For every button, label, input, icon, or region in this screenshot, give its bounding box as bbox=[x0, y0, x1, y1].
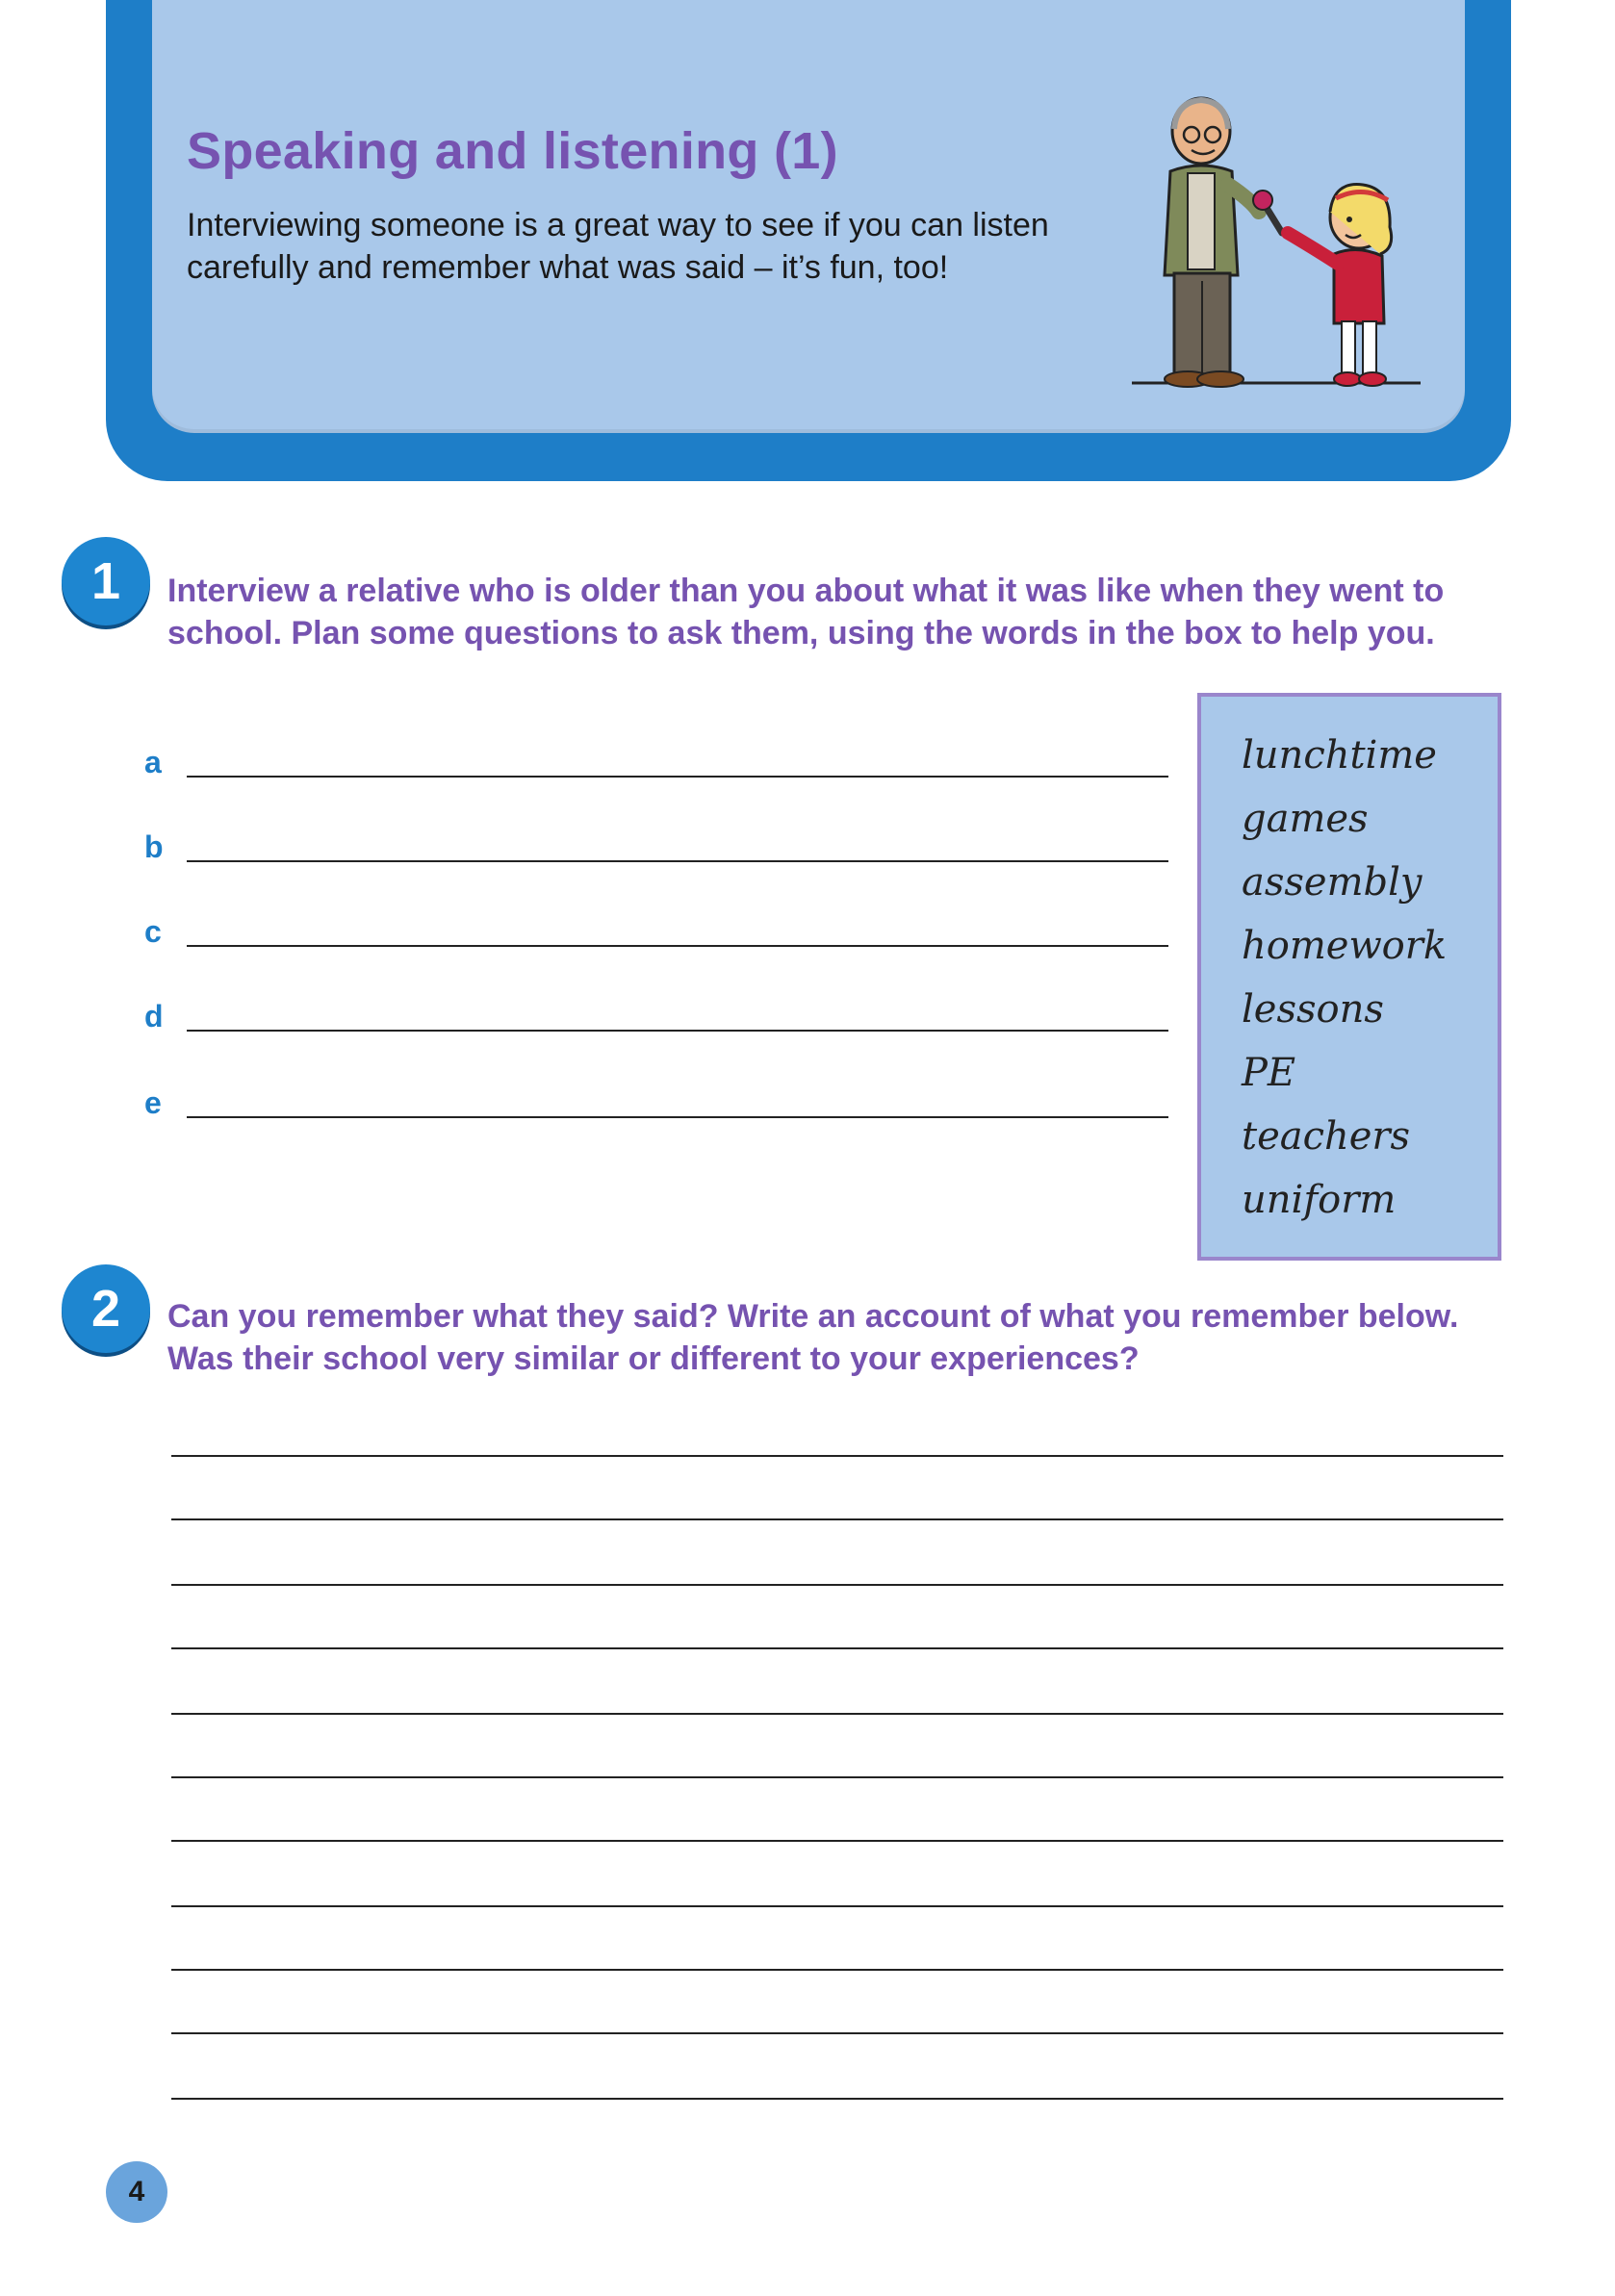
intro-text: Interviewing someone is a great way to see if you can listen carefully and remember what was said – it’s fun, too! bbox=[187, 207, 1049, 286]
answer-letter: c bbox=[144, 914, 162, 949]
answer-letter: e bbox=[144, 1085, 162, 1120]
writing-line[interactable] bbox=[171, 1969, 1503, 1971]
answer-row-d[interactable] bbox=[144, 999, 1174, 1037]
page-title: Speaking and listening (1) bbox=[187, 122, 838, 180]
answer-row-a[interactable] bbox=[144, 745, 1174, 783]
writing-line[interactable] bbox=[171, 1518, 1503, 1520]
question-2-badge: 2 bbox=[62, 1264, 150, 1353]
question-2-text: Can you remember what they said? Write an account of what you remember below. Was their school very similar or different to your experiences? bbox=[167, 1298, 1459, 1377]
writing-line[interactable] bbox=[171, 2098, 1503, 2100]
grandfather-figure bbox=[1165, 98, 1259, 387]
interview-illustration bbox=[1132, 92, 1440, 410]
word-assembly: assembly bbox=[1242, 860, 1423, 905]
writing-line[interactable] bbox=[171, 2032, 1503, 2034]
girl-figure bbox=[1288, 185, 1392, 386]
answer-letter: a bbox=[144, 745, 162, 779]
writing-line[interactable] bbox=[171, 1905, 1503, 1907]
writing-line[interactable] bbox=[171, 1840, 1503, 1842]
writing-line[interactable] bbox=[171, 1455, 1503, 1457]
answer-line[interactable] bbox=[187, 860, 1168, 862]
word-box bbox=[1197, 693, 1501, 1261]
answer-line[interactable] bbox=[187, 776, 1168, 778]
answer-row-c[interactable] bbox=[144, 914, 1174, 953]
word-lunchtime: lunchtime bbox=[1242, 733, 1437, 778]
writing-line[interactable] bbox=[171, 1584, 1503, 1586]
writing-line[interactable] bbox=[171, 1713, 1503, 1715]
question-1-text: Interview a relative who is older than you about what it was like when they went to school. Plan some questions to ask them, using the words in the box to help you. bbox=[167, 573, 1445, 651]
answer-letter: d bbox=[144, 999, 164, 1033]
word-homework: homework bbox=[1242, 924, 1448, 968]
writing-line[interactable] bbox=[171, 1647, 1503, 1649]
answer-row-b[interactable] bbox=[144, 829, 1174, 868]
word-teachers: teachers bbox=[1242, 1114, 1411, 1159]
word-pe: PE bbox=[1242, 1051, 1296, 1095]
page-number: 4 bbox=[106, 2161, 167, 2223]
answer-line[interactable] bbox=[187, 1030, 1168, 1032]
answer-line[interactable] bbox=[187, 945, 1168, 947]
word-games: games bbox=[1242, 797, 1369, 841]
writing-line[interactable] bbox=[171, 1776, 1503, 1778]
word-lessons: lessons bbox=[1242, 987, 1384, 1032]
answer-line[interactable] bbox=[187, 1116, 1168, 1118]
answer-row-e[interactable] bbox=[144, 1085, 1174, 1124]
answer-letter: b bbox=[144, 829, 164, 864]
question-1-badge: 1 bbox=[62, 537, 150, 625]
word-uniform: uniform bbox=[1242, 1178, 1397, 1222]
